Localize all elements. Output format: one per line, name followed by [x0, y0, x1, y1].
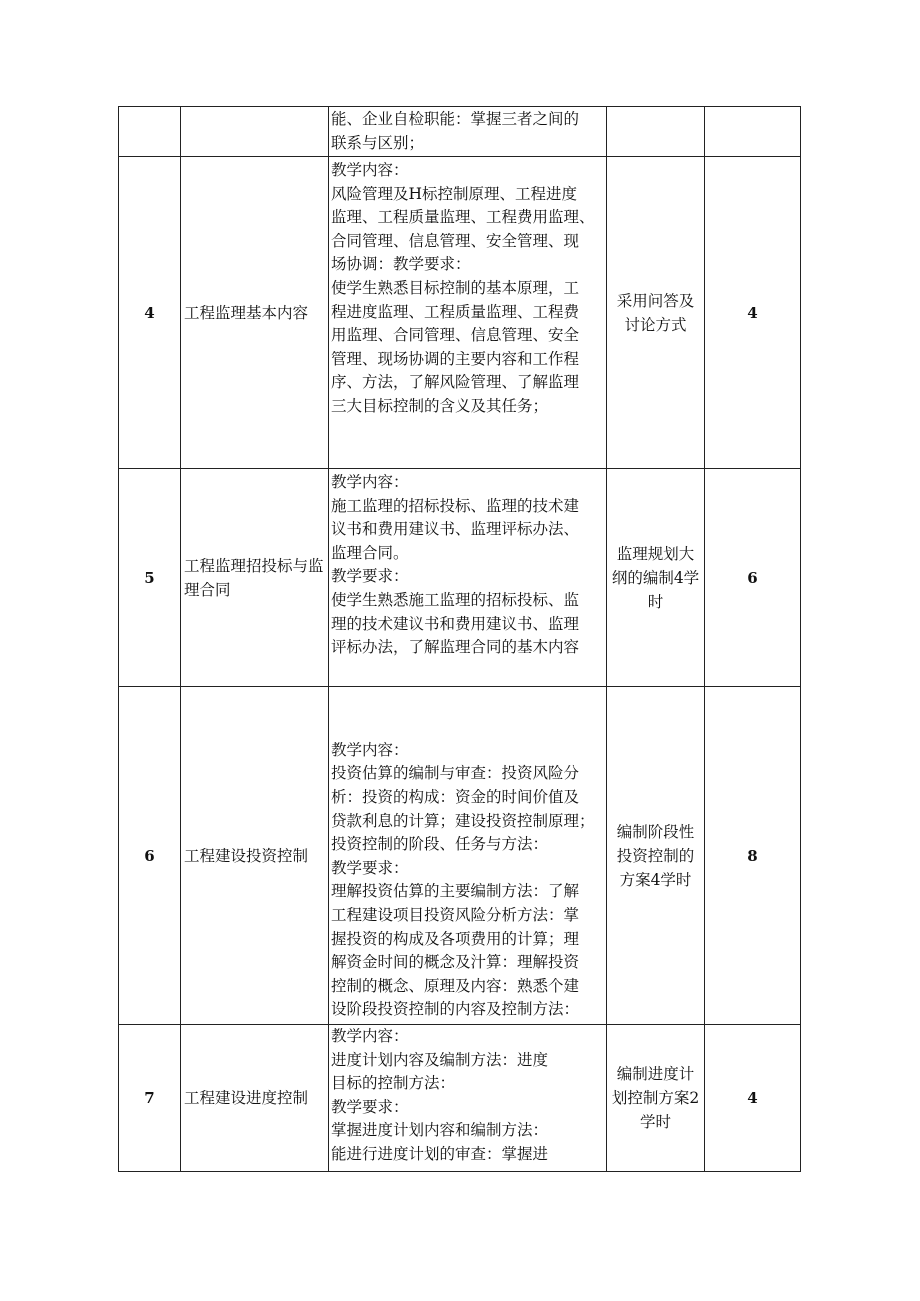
content-line: 投资控制的阶段、任务与方法： [331, 835, 549, 854]
content-line: 教学要求： [331, 1097, 409, 1116]
content-line: 场协调：教学要求： [331, 255, 471, 274]
content-line: 能、企业自检职能：掌握三者之间的 [331, 109, 580, 128]
content-line: 合同管理、信息管理、安全管理、现 [331, 231, 580, 250]
content-line: 教学要求： [331, 858, 409, 877]
hours-cell [705, 107, 801, 157]
content-line: 能进行进度计划的审查：掌握进 [331, 1144, 549, 1163]
method-cell: 监理规划大纲的编制4学时 [607, 469, 705, 687]
content-line: 议书和费用建议书、监理评标办法、 [331, 520, 580, 539]
content-line: 投资估算的编制与审查：投资风险分 [331, 764, 580, 783]
hours-cell: 8 [705, 687, 801, 1025]
content-clip [331, 1025, 606, 1171]
syllabus-table [118, 106, 801, 1172]
content-line: 析：投资的构成：资金的时间价值及 [331, 788, 580, 807]
content-line: 解资金时间的概念及汁算：理解投资 [331, 953, 580, 972]
content-line: 监理合同。 [331, 543, 409, 562]
content-cell [329, 107, 607, 157]
content-line: 控制的概念、原理及内容：熟悉个建 [331, 976, 580, 995]
content-line: 使学生熟悉施工监理的招标投标、监 [331, 590, 580, 609]
table-row [119, 469, 801, 687]
content-line: 掌握进度计划内容和编制方法： [331, 1121, 549, 1140]
method-cell: 编制进度计划控制方案2学时 [607, 1025, 705, 1172]
row-number: 6 [119, 687, 181, 1025]
content-line: 风险管理及H标控制原理、工程进度 [331, 184, 578, 203]
content-line: 目标的控制方法： [331, 1074, 456, 1093]
content-line: 理的技术建议书和费用建议书、监理 [331, 614, 580, 633]
content-line: 管理、现场协调的主要内容和工作程 [331, 349, 580, 368]
table-row [119, 687, 801, 1025]
content-line: 使学生熟悉目标控制的基本原理，工 [331, 278, 580, 297]
topic-cell: 工程监理招投标与监理合同 [181, 469, 329, 687]
table-row [119, 1025, 801, 1172]
content-cell [329, 157, 607, 469]
content-line: 序、方法，了解风险管理、了解监理 [331, 373, 580, 392]
content-line: 三大目标控制的含义及其任务； [331, 396, 549, 415]
content-line: 设阶段投资控制的内容及控制方法： [331, 1000, 580, 1019]
row-number: 4 [119, 157, 181, 469]
content-cell [329, 1025, 607, 1172]
content-line: 用监理、合同管理、信息管理、安全 [331, 326, 580, 345]
method-cell: 编制阶段性投资控制的方案4学时 [607, 687, 705, 1025]
content-line: 教学内容： [331, 1027, 409, 1045]
table-row [119, 107, 801, 157]
content-line: 评标办法，了解监理合同的基木内容 [331, 638, 580, 657]
content-line: 教学内容： [331, 161, 409, 179]
hours-cell: 6 [705, 469, 801, 687]
content-line: 施工监理的招标投标、监理的技术建 [331, 496, 580, 515]
content-line: 工程建设项目投资风险分析方法：掌 [331, 906, 580, 925]
content-line: 贷款利息的计算；建设投资控制原理； [331, 811, 595, 830]
content-line: 联系与区别； [331, 133, 425, 152]
topic-cell [181, 107, 329, 157]
method-cell: 采用问答及讨论方式 [607, 157, 705, 469]
hours-cell: 4 [705, 157, 801, 469]
content-line: 握投资的构成及各项费用的计算；理 [331, 929, 580, 948]
content-line: 监理、工程质量监理、工程费用监理、 [331, 208, 595, 227]
topic-cell: 工程建设投资控制 [181, 687, 329, 1025]
table-row [119, 157, 801, 469]
content-line: 教学内容： [331, 473, 409, 491]
row-number: 5 [119, 469, 181, 687]
content-line: 教学要求： [331, 567, 409, 586]
content-line: 进度计划内容及编制方法：进度 [331, 1050, 549, 1069]
content-cell [329, 687, 607, 1025]
topic-cell: 工程监理基本内容 [181, 157, 329, 469]
row-number [119, 107, 181, 157]
hours-cell: 4 [705, 1025, 801, 1172]
content-line: 教学内容： [331, 740, 409, 759]
content-cell [329, 469, 607, 687]
method-cell [607, 107, 705, 157]
content-line: 理解投资估算的主要编制方法：了解 [331, 882, 580, 901]
row-number: 7 [119, 1025, 181, 1172]
content-line: 程进度监理、工程质量监理、工程费 [331, 302, 580, 321]
topic-cell: 工程建设进度控制 [181, 1025, 329, 1172]
